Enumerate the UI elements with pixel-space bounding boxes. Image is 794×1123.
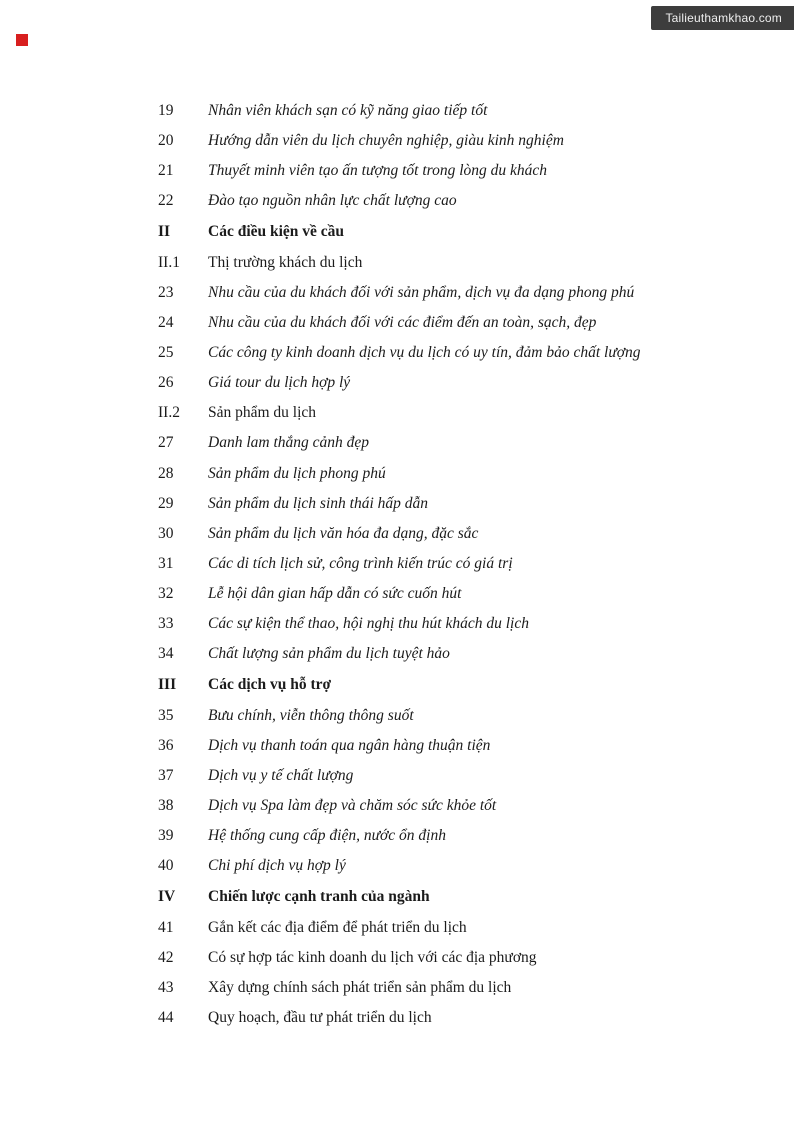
row-number: 24	[158, 314, 174, 332]
row-text: Nhân viên khách sạn có kỹ năng giao tiếp tốt	[208, 102, 488, 119]
row-number: II.1	[158, 253, 180, 271]
table-row	[158, 248, 734, 278]
row-number: 20	[158, 132, 174, 150]
table-row	[158, 156, 734, 186]
table-row	[158, 851, 734, 881]
table-row	[158, 943, 734, 973]
row-number: 43	[158, 978, 174, 996]
row-text: Lễ hội dân gian hấp dẫn có sức cuốn hút	[208, 584, 462, 602]
row-number: III	[158, 676, 177, 694]
row-number: 32	[158, 584, 174, 602]
table-row	[158, 308, 734, 338]
table-row	[158, 579, 734, 609]
row-number: 38	[158, 796, 174, 814]
table-row	[158, 398, 734, 428]
table-row	[158, 96, 734, 126]
row-number: 33	[158, 615, 174, 632]
table-row	[158, 609, 734, 639]
row-text: Nhu cầu của du khách đối với các điểm đến an toàn, sạch, đẹp	[208, 314, 597, 332]
row-number: 29	[158, 494, 174, 512]
row-text: Xây dựng chính sách phát triển sản phẩm du lịch	[208, 978, 512, 996]
row-number: 19	[158, 102, 174, 119]
row-text: Quy hoạch, đầu tư phát triển du lịch	[208, 1009, 432, 1027]
row-text: Thuyết minh viên tạo ấn tượng tốt trong lòng du khách	[208, 162, 548, 180]
row-text: Sản phẩm du lịch phong phú	[208, 464, 386, 482]
row-number: 39	[158, 827, 174, 845]
table-row	[158, 186, 734, 216]
table-row	[158, 489, 734, 519]
table-row	[158, 1003, 734, 1033]
table-row	[158, 821, 734, 851]
row-number: 25	[158, 344, 174, 362]
table-row	[158, 338, 734, 368]
row-text: Dịch vụ y tế chất lượng	[208, 766, 354, 784]
row-text: Các dịch vụ hỗ trợ	[208, 676, 332, 694]
row-number: 28	[158, 464, 174, 482]
row-number: 37	[158, 766, 174, 784]
row-text: Hướng dẫn viên du lịch chuyên nghiệp, giàu kinh nghiệm	[208, 132, 564, 150]
row-number: 30	[158, 524, 174, 542]
row-text: Gắn kết các địa điểm để phát triển du lịch	[208, 918, 467, 936]
row-text: Chi phí dịch vụ hợp lý	[208, 857, 346, 875]
table-row	[158, 701, 734, 731]
table-row	[158, 216, 734, 248]
table-row	[158, 881, 734, 913]
row-text: Bưu chính, viễn thông thông suốt	[208, 706, 414, 724]
table-row	[158, 913, 734, 943]
row-text: Các di tích lịch sử, công trình kiến trúc có giá trị	[208, 554, 513, 572]
row-text: Giá tour du lịch hợp lý	[208, 374, 351, 392]
row-text: Danh lam thắng cảnh đẹp	[208, 434, 370, 452]
row-number: 40	[158, 857, 174, 875]
row-text: Sản phẩm du lịch	[208, 404, 317, 422]
row-number: IV	[158, 888, 176, 906]
row-text: Có sự hợp tác kinh doanh du lịch với các địa phương	[208, 948, 537, 966]
row-text: Đào tạo nguồn nhân lực chất lượng cao	[208, 192, 457, 210]
row-text: Sản phẩm du lịch văn hóa đa dạng, đặc sắc	[208, 524, 479, 542]
row-text: Các công ty kinh doanh dịch vụ du lịch có uy tín, đảm bảo chất lượng	[208, 344, 641, 362]
table-row	[158, 278, 734, 308]
row-text: Dịch vụ Spa làm đẹp và chăm sóc sức khỏe tốt	[208, 796, 497, 814]
table-row	[158, 973, 734, 1003]
red-marker	[16, 34, 28, 46]
table-row	[158, 368, 734, 398]
table-row	[158, 791, 734, 821]
row-number: 35	[158, 706, 174, 724]
table-row	[158, 731, 734, 761]
row-number: 42	[158, 948, 174, 966]
row-text: Hệ thống cung cấp điện, nước ổn định	[208, 827, 446, 845]
table-row	[158, 126, 734, 156]
table-row	[158, 549, 734, 579]
row-text: Các sự kiện thể thao, hội nghị thu hút khách du lịch	[208, 615, 529, 632]
row-number: 44	[158, 1009, 174, 1027]
table-row	[158, 428, 734, 458]
row-number: 36	[158, 736, 174, 754]
row-text: Chất lượng sản phẩm du lịch tuyệt hảo	[208, 645, 450, 663]
row-number: 23	[158, 283, 174, 301]
table-row	[158, 459, 734, 489]
row-text: Các điều kiện về cầu	[208, 223, 345, 241]
row-number: II	[158, 223, 171, 241]
row-number: 26	[158, 374, 174, 392]
row-number: 22	[158, 192, 174, 210]
row-number: 21	[158, 162, 174, 180]
table-row	[158, 761, 734, 791]
row-text: Nhu cầu của du khách đối với sản phẩm, dịch vụ đa dạng phong phú	[208, 283, 635, 301]
row-number: 31	[158, 554, 174, 572]
row-text: Sản phẩm du lịch sinh thái hấp dẫn	[208, 494, 429, 512]
table-row	[158, 519, 734, 549]
table-row	[158, 669, 734, 701]
row-text: Thị trường khách du lịch	[208, 253, 363, 271]
row-number: 34	[158, 645, 174, 663]
row-text: Chiến lược cạnh tranh của ngành	[208, 888, 430, 906]
row-number: II.2	[158, 404, 180, 422]
rows	[158, 96, 734, 1033]
watermark-badge: Tailieuthamkhao.com	[651, 6, 794, 30]
row-number: 27	[158, 434, 174, 452]
row-text: Dịch vụ thanh toán qua ngân hàng thuận tiện	[208, 736, 491, 754]
table-row	[158, 639, 734, 669]
row-number: 41	[158, 918, 174, 936]
